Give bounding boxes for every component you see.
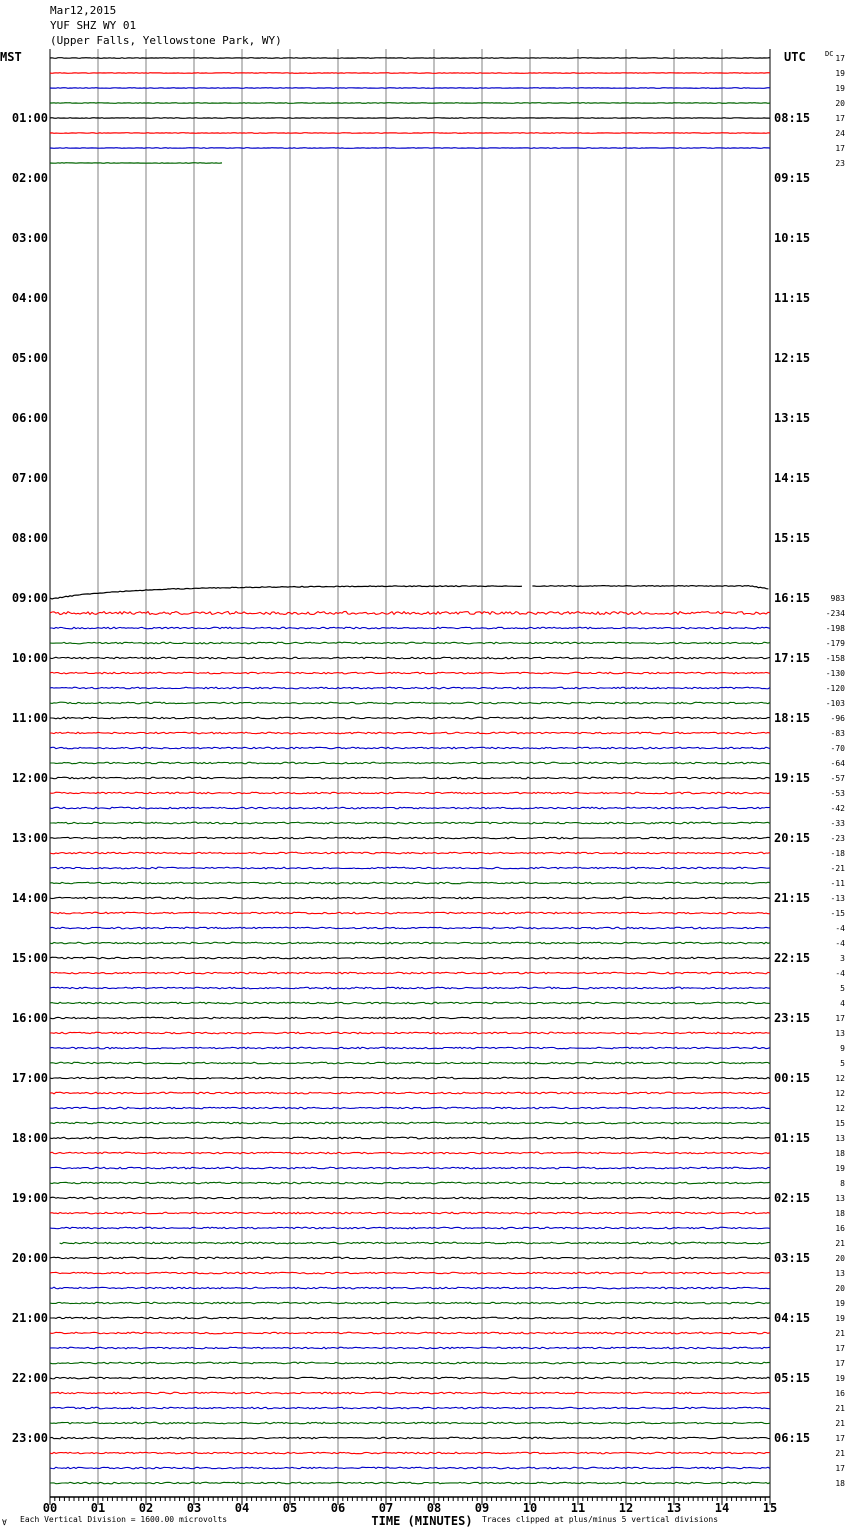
trace-line xyxy=(50,1362,770,1364)
dc-offset-label: -158 xyxy=(825,654,845,663)
trace-line xyxy=(50,762,770,764)
trace-line xyxy=(50,897,770,899)
utc-hour-label: 13:15 xyxy=(774,411,811,425)
mst-hour-label: 02:00 xyxy=(11,171,48,185)
dc-offset-label: 24 xyxy=(835,129,845,138)
mst-hour-label: 15:00 xyxy=(11,951,48,965)
utc-hour-label: 05:15 xyxy=(774,1371,811,1385)
dc-offset-label: 19 xyxy=(835,1299,845,1308)
trace-line xyxy=(50,702,770,704)
trace-line xyxy=(50,777,770,779)
utc-hour-label: 08:15 xyxy=(774,111,811,125)
trace-line xyxy=(50,1002,770,1004)
dc-offset-label: 21 xyxy=(835,1419,845,1428)
dc-offset-label: 23 xyxy=(835,159,845,168)
trace-line xyxy=(50,1392,770,1394)
mst-hour-label: 16:00 xyxy=(11,1011,48,1025)
dc-offset-label: -13 xyxy=(830,894,845,903)
trace-line xyxy=(50,586,522,599)
dc-offset-label: 20 xyxy=(835,1254,845,1263)
record-date: Mar12,2015 xyxy=(50,4,117,17)
scale-note: Each Vertical Division = 1600.00 microvolts xyxy=(20,1515,228,1524)
trace-line xyxy=(50,1257,770,1259)
clip-note: Traces clipped at plus/minus 5 vertical divisions xyxy=(482,1515,719,1524)
trace-line xyxy=(50,1272,770,1274)
trace-line xyxy=(50,807,770,809)
dc-offset-label: 20 xyxy=(835,1284,845,1293)
trace-line xyxy=(50,148,770,149)
trace-line xyxy=(50,1332,770,1334)
utc-hour-label: 22:15 xyxy=(774,951,811,965)
trace-line xyxy=(532,586,768,589)
dc-offset-label: -103 xyxy=(825,699,845,708)
dc-offset-label: 5 xyxy=(840,984,845,993)
dc-offset-label: 13 xyxy=(835,1029,845,1038)
dc-offset-label: 13 xyxy=(835,1269,845,1278)
utc-hour-label: 18:15 xyxy=(774,711,811,725)
trace-line xyxy=(50,88,770,89)
trace-line xyxy=(50,987,770,989)
dc-offset-label: 19 xyxy=(835,84,845,93)
dc-offset-label: -198 xyxy=(825,624,845,633)
mst-axis-label: MST xyxy=(0,50,22,64)
trace-line xyxy=(50,1377,770,1379)
corner-mark: ∀ xyxy=(2,1518,7,1527)
utc-hour-label: 00:15 xyxy=(774,1071,811,1085)
utc-hour-label: 10:15 xyxy=(774,231,811,245)
trace-line xyxy=(50,103,770,104)
mst-hour-label: 22:00 xyxy=(11,1371,48,1385)
trace-line xyxy=(50,612,770,615)
mst-hour-label: 10:00 xyxy=(11,651,48,665)
trace-line xyxy=(50,118,770,119)
trace-line xyxy=(50,747,770,749)
dc-offset-label: 16 xyxy=(835,1389,845,1398)
dc-offset-label: 19 xyxy=(835,1374,845,1383)
trace-line xyxy=(50,627,770,629)
mst-hour-label: 14:00 xyxy=(11,891,48,905)
trace-line xyxy=(50,957,770,959)
utc-hour-label: 17:15 xyxy=(774,651,811,665)
dc-offset-label: 21 xyxy=(835,1239,845,1248)
time-tick-label: 00 xyxy=(42,1501,58,1515)
trace-line xyxy=(50,1167,770,1169)
trace-line xyxy=(50,972,770,974)
dc-offset-label: 15 xyxy=(835,1119,845,1128)
time-tick-label: 12 xyxy=(618,1501,634,1515)
time-tick-label: 13 xyxy=(666,1501,682,1515)
trace-line xyxy=(50,163,222,164)
trace-line xyxy=(50,1122,770,1124)
mst-hour-label: 05:00 xyxy=(11,351,48,365)
trace-line xyxy=(50,687,770,689)
dc-offset-label: -234 xyxy=(825,609,845,618)
trace-line xyxy=(50,1302,770,1304)
dc-offset-label: -57 xyxy=(830,774,845,783)
dc-offset-label: -4 xyxy=(835,924,845,933)
trace-line xyxy=(60,1242,770,1244)
dc-offset-label: 9 xyxy=(840,1044,845,1053)
mst-hour-label: 04:00 xyxy=(11,291,48,305)
trace-line xyxy=(50,1227,770,1229)
utc-hour-label: 02:15 xyxy=(774,1191,811,1205)
time-tick-label: 10 xyxy=(522,1501,538,1515)
trace-line xyxy=(50,1212,770,1214)
dc-offset-label: -96 xyxy=(830,714,845,723)
trace-line xyxy=(50,1482,770,1484)
utc-hour-label: 16:15 xyxy=(774,591,811,605)
dc-offset-label: -120 xyxy=(825,684,845,693)
time-axis-title: TIME (MINUTES) xyxy=(371,1514,473,1528)
dc-offset-label: 20 xyxy=(835,99,845,108)
utc-hour-label: 06:15 xyxy=(774,1431,811,1445)
time-tick-label: 02 xyxy=(138,1501,154,1515)
dc-offset-label: -33 xyxy=(830,819,845,828)
time-tick-label: 07 xyxy=(378,1501,394,1515)
time-tick-label: 01 xyxy=(90,1501,106,1515)
dc-offset-label: 17 xyxy=(835,1344,845,1353)
utc-axis-label: UTC xyxy=(784,50,806,64)
time-tick-label: 14 xyxy=(714,1501,730,1515)
dc-offset-label: -15 xyxy=(830,909,845,918)
trace-line xyxy=(50,1287,770,1289)
utc-hour-label: 15:15 xyxy=(774,531,811,545)
dc-offset-label: 19 xyxy=(835,1164,845,1173)
time-tick-label: 09 xyxy=(474,1501,490,1515)
mst-hour-label: 01:00 xyxy=(11,111,48,125)
trace-line xyxy=(50,852,770,854)
dc-offset-label: 17 xyxy=(835,1434,845,1443)
dc-offset-label: 17 xyxy=(835,114,845,123)
trace-line xyxy=(50,133,770,134)
dc-offset-label: -130 xyxy=(825,669,845,678)
mst-hour-label: 19:00 xyxy=(11,1191,48,1205)
trace-line xyxy=(50,1077,770,1079)
utc-hour-label: 19:15 xyxy=(774,771,811,785)
dc-offset-label: 5 xyxy=(840,1059,845,1068)
time-tick-label: 03 xyxy=(186,1501,202,1515)
dc-offset-label: -4 xyxy=(835,939,845,948)
trace-line xyxy=(50,792,770,794)
utc-hour-label: 14:15 xyxy=(774,471,811,485)
utc-hour-label: 23:15 xyxy=(774,1011,811,1025)
trace-line xyxy=(50,1017,770,1019)
dc-offset-label: 17 xyxy=(835,1359,845,1368)
trace-line xyxy=(50,717,770,719)
time-tick-label: 08 xyxy=(426,1501,442,1515)
trace-line xyxy=(50,657,770,659)
trace-line xyxy=(50,58,770,59)
utc-hour-label: 01:15 xyxy=(774,1131,811,1145)
dc-offset-label: -64 xyxy=(830,759,845,768)
trace-line xyxy=(50,912,770,914)
mst-hour-label: 03:00 xyxy=(11,231,48,245)
dc-offset-label: -42 xyxy=(830,804,845,813)
mst-hour-label: 23:00 xyxy=(11,1431,48,1445)
trace-line xyxy=(50,1467,770,1469)
dc-offset-label: 13 xyxy=(835,1194,845,1203)
trace-line xyxy=(50,672,770,674)
mst-hour-label: 08:00 xyxy=(11,531,48,545)
dc-offset-label: 17 xyxy=(835,144,845,153)
mst-hour-label: 20:00 xyxy=(11,1251,48,1265)
dc-offset-label: -18 xyxy=(830,849,845,858)
station-location: (Upper Falls, Yellowstone Park, WY) xyxy=(50,34,282,47)
trace-line xyxy=(50,837,770,839)
mst-hour-label: 18:00 xyxy=(11,1131,48,1145)
dc-offset-label: -83 xyxy=(830,729,845,738)
trace-line xyxy=(50,1137,770,1139)
dc-offset-label: -53 xyxy=(830,789,845,798)
trace-line xyxy=(50,732,770,734)
utc-hour-label: 03:15 xyxy=(774,1251,811,1265)
time-tick-label: 11 xyxy=(570,1501,586,1515)
dc-offset-label: 983 xyxy=(830,594,845,603)
mst-hour-label: 11:00 xyxy=(11,711,48,725)
trace-line xyxy=(50,1107,770,1109)
trace-line xyxy=(50,822,770,824)
trace-line xyxy=(50,1452,770,1454)
trace-line xyxy=(50,867,770,869)
time-tick-label: 06 xyxy=(330,1501,346,1515)
trace-line xyxy=(50,1437,770,1439)
utc-hour-label: 20:15 xyxy=(774,831,811,845)
trace-line xyxy=(50,1197,770,1199)
utc-hour-label: 09:15 xyxy=(774,171,811,185)
dc-offset-label: 12 xyxy=(835,1089,845,1098)
dc-offset-label: 18 xyxy=(835,1209,845,1218)
trace-line xyxy=(50,1032,770,1034)
dc-offset-label: 8 xyxy=(840,1179,845,1188)
dc-offset-label: 3 xyxy=(840,954,845,963)
dc-offset-label: 17 xyxy=(835,54,845,63)
mst-hour-label: 21:00 xyxy=(11,1311,48,1325)
dc-offset-label: 4 xyxy=(840,999,845,1008)
trace-line xyxy=(50,642,770,644)
dc-offset-label: -21 xyxy=(830,864,845,873)
dc-offset-label: 17 xyxy=(835,1014,845,1023)
trace-line xyxy=(50,1047,770,1049)
dc-offset-label: -70 xyxy=(830,744,845,753)
trace-line xyxy=(50,1062,770,1064)
trace-line xyxy=(50,1317,770,1319)
dc-offset-label: 16 xyxy=(835,1224,845,1233)
trace-line xyxy=(50,1152,770,1154)
time-tick-label: 05 xyxy=(282,1501,298,1515)
dc-offset-label: 18 xyxy=(835,1149,845,1158)
dc-offset-label: -4 xyxy=(835,969,845,978)
dc-offset-label: -11 xyxy=(830,879,845,888)
mst-hour-label: 17:00 xyxy=(11,1071,48,1085)
trace-line xyxy=(50,882,770,884)
utc-hour-label: 21:15 xyxy=(774,891,811,905)
dc-label: DC xyxy=(825,50,834,58)
station-code: YUF SHZ WY 01 xyxy=(50,19,137,32)
trace-line xyxy=(50,1422,770,1424)
mst-hour-label: 07:00 xyxy=(11,471,48,485)
dc-offset-label: -23 xyxy=(830,834,845,843)
trace-line xyxy=(50,73,770,74)
trace-line xyxy=(50,1092,770,1094)
utc-hour-label: 12:15 xyxy=(774,351,811,365)
trace-line xyxy=(50,1407,770,1409)
dc-offset-label: 12 xyxy=(835,1074,845,1083)
dc-offset-label: 19 xyxy=(835,1314,845,1323)
dc-offset-label: 12 xyxy=(835,1104,845,1113)
dc-offset-label: 17 xyxy=(835,1464,845,1473)
utc-hour-label: 04:15 xyxy=(774,1311,811,1325)
mst-hour-label: 06:00 xyxy=(11,411,48,425)
mst-hour-label: 09:00 xyxy=(11,591,48,605)
utc-hour-label: 11:15 xyxy=(774,291,811,305)
dc-offset-label: 18 xyxy=(835,1479,845,1488)
dc-offset-label: 21 xyxy=(835,1449,845,1458)
time-tick-label: 04 xyxy=(234,1501,250,1515)
dc-offset-label: -179 xyxy=(825,639,845,648)
dc-offset-label: 13 xyxy=(835,1134,845,1143)
dc-offset-label: 21 xyxy=(835,1404,845,1413)
dc-offset-label: 19 xyxy=(835,69,845,78)
dc-offset-label: 21 xyxy=(835,1329,845,1338)
trace-line xyxy=(50,1182,770,1184)
mst-hour-label: 13:00 xyxy=(11,831,48,845)
trace-line xyxy=(50,927,770,929)
mst-hour-label: 12:00 xyxy=(11,771,48,785)
trace-line xyxy=(50,942,770,944)
time-tick-label: 15 xyxy=(762,1501,778,1515)
trace-line xyxy=(50,1347,770,1349)
